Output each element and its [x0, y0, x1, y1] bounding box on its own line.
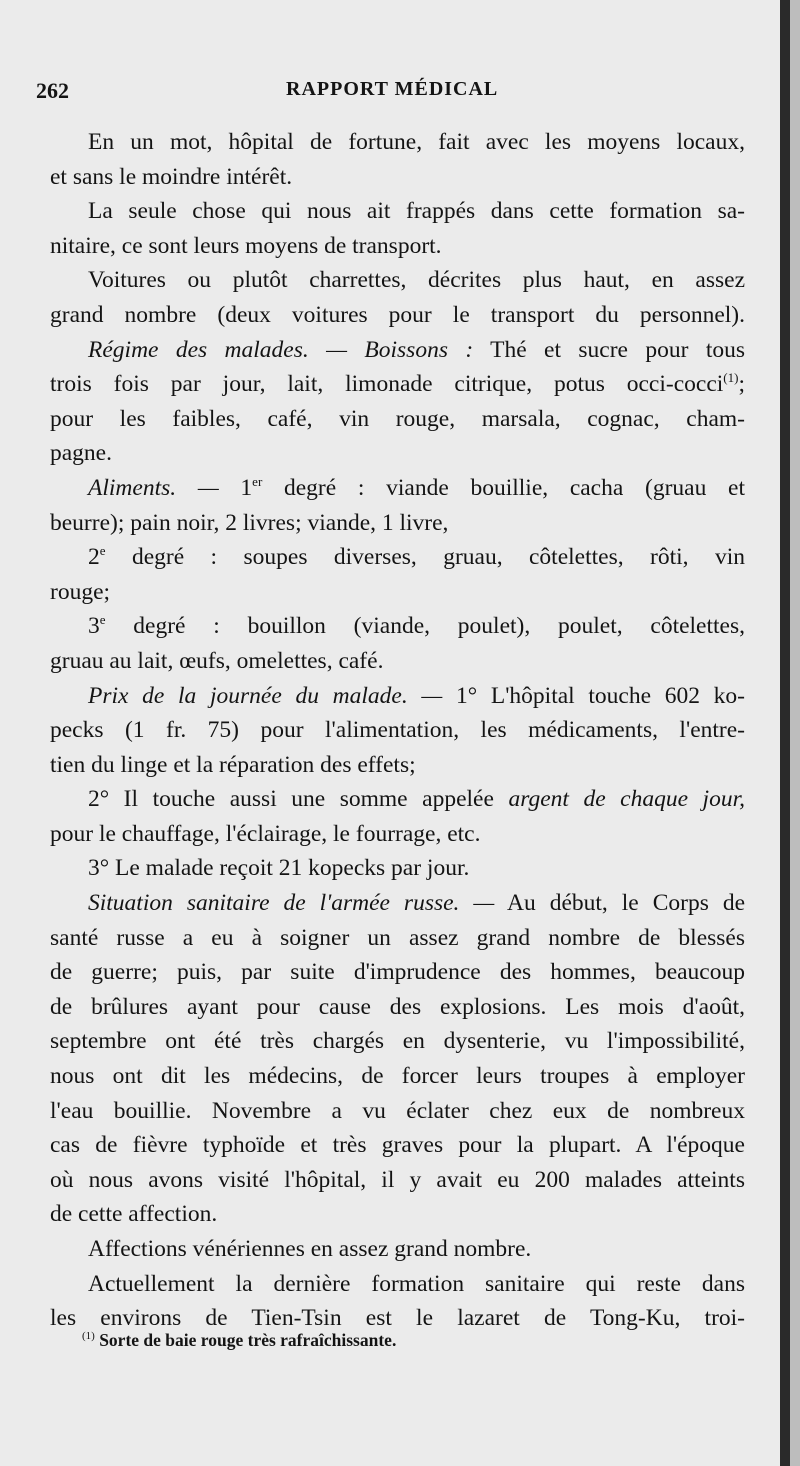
- text-line: de cette affection.: [50, 1201, 218, 1228]
- text-line: cas de fièvre typhoïde et très graves pour la plupart. A l'époque: [50, 1132, 745, 1159]
- text-line: rouge;: [50, 578, 111, 605]
- footnote-text: Sorte de baie rouge très rafraîchissante.: [94, 1330, 397, 1350]
- footnote-ref: (1): [723, 370, 739, 386]
- text-line: beurre); pain noir, 2 livres; viande, 1 livre,: [50, 509, 449, 536]
- text-line: pour les faibles, café, vin rouge, marsala, cognac, cham-: [50, 405, 745, 432]
- footnote-marker: (1): [82, 1330, 95, 1343]
- text-line: 3° Le malade reçoit 21 kopecks par jour.: [88, 855, 470, 882]
- body-text: [50, 125, 745, 1336]
- text-line: septembre ont été très chargés en dysenterie, vu l'impossibilité,: [50, 1028, 745, 1055]
- run-in-heading: Aliments. —: [88, 474, 219, 501]
- run-in-heading: Prix de la journée du malade. —: [88, 682, 443, 709]
- text-line: La seule chose qui nous ait frappés dans cette formation sa-: [88, 198, 745, 225]
- text-line: En un mot, hôpital de fortune, fait avec les moyens locaux,: [88, 129, 745, 155]
- page-edge: [780, 0, 790, 1466]
- text-line: Actuellement la dernière formation sanitaire qui reste dans: [88, 1270, 745, 1297]
- text-line: 2° Il touche aussi une somme appelée argent de chaque jour,: [88, 786, 745, 813]
- section-heading-line: Prix de la journée du malade. — 1° L'hôpital touche 602 ko-: [88, 682, 745, 709]
- page-number: 262: [36, 78, 69, 103]
- section-heading-line: Situation sanitaire de l'armée russe. — Au début, le Corps de: [88, 890, 746, 917]
- text-line: nous ont dit les médecins, de forcer leurs troupes à employer: [50, 1063, 745, 1090]
- text-line: de brûlures ayant pour cause des explosions. Les mois d'août,: [50, 993, 745, 1020]
- text-line: tien du linge et la réparation des effets;: [50, 751, 416, 778]
- text-line: Voitures ou plutôt charrettes, décrites plus haut, en assez: [88, 267, 745, 294]
- text-line: et sans le moindre intérêt.: [50, 163, 293, 190]
- running-title: RAPPORT MÉDICAL: [286, 78, 499, 100]
- text-line: pecks (1 fr. 75) pour l'alimentation, les médicaments, l'entre-: [50, 717, 745, 744]
- text-line: de guerre; puis, par suite d'imprudence des hommes, beaucoup: [50, 959, 745, 986]
- section-heading-line: Régime des malades. — Boissons : Thé et sucre pour tous: [88, 336, 745, 363]
- text-line: 3e degré : bouillon (viande, poulet), poulet, côtelettes,: [88, 612, 745, 640]
- text-line: où nous avons visité l'hôpital, il y avait eu 200 malades atteints: [50, 1166, 745, 1193]
- text-line: l'eau bouillie. Novembre a vu éclater chez eux de nombreux: [50, 1097, 745, 1124]
- footnote: [82, 1330, 682, 1351]
- text-line: pour le chauffage, l'éclairage, le fourrage, etc.: [50, 820, 481, 847]
- text-line: trois fois par jour, lait, limonade citrique, potus occi-cocci$^{(1)}$;: [50, 370, 745, 398]
- section-heading-line: Aliments. — 1er degré : viande bouillie, cacha (gruau et: [88, 474, 745, 501]
- text-line: grand nombre (deux voitures pour le transport du personnel).: [50, 301, 745, 328]
- text-line: gruau au lait, œufs, omelettes, café.: [50, 647, 384, 674]
- run-in-heading: Situation sanitaire de l'armée russe. —: [88, 890, 495, 917]
- text-line: 2e degré : soupes diverses, gruau, côtelettes, rôti, vin: [88, 543, 745, 571]
- running-header: [36, 78, 736, 108]
- text-line: santé russe a eu à soigner un assez grand nombre de blessés: [50, 924, 745, 951]
- text-line: pagne.: [50, 440, 112, 467]
- text-line: nitaire, ce sont leurs moyens de transport.: [50, 232, 442, 259]
- text-line: les environs de Tien-Tsin est le lazaret de Tong-Ku, troi-: [50, 1305, 745, 1332]
- text-line: Affections vénériennes en assez grand nombre.: [88, 1236, 532, 1262]
- run-in-heading: Régime des malades. — Boissons :: [88, 336, 474, 363]
